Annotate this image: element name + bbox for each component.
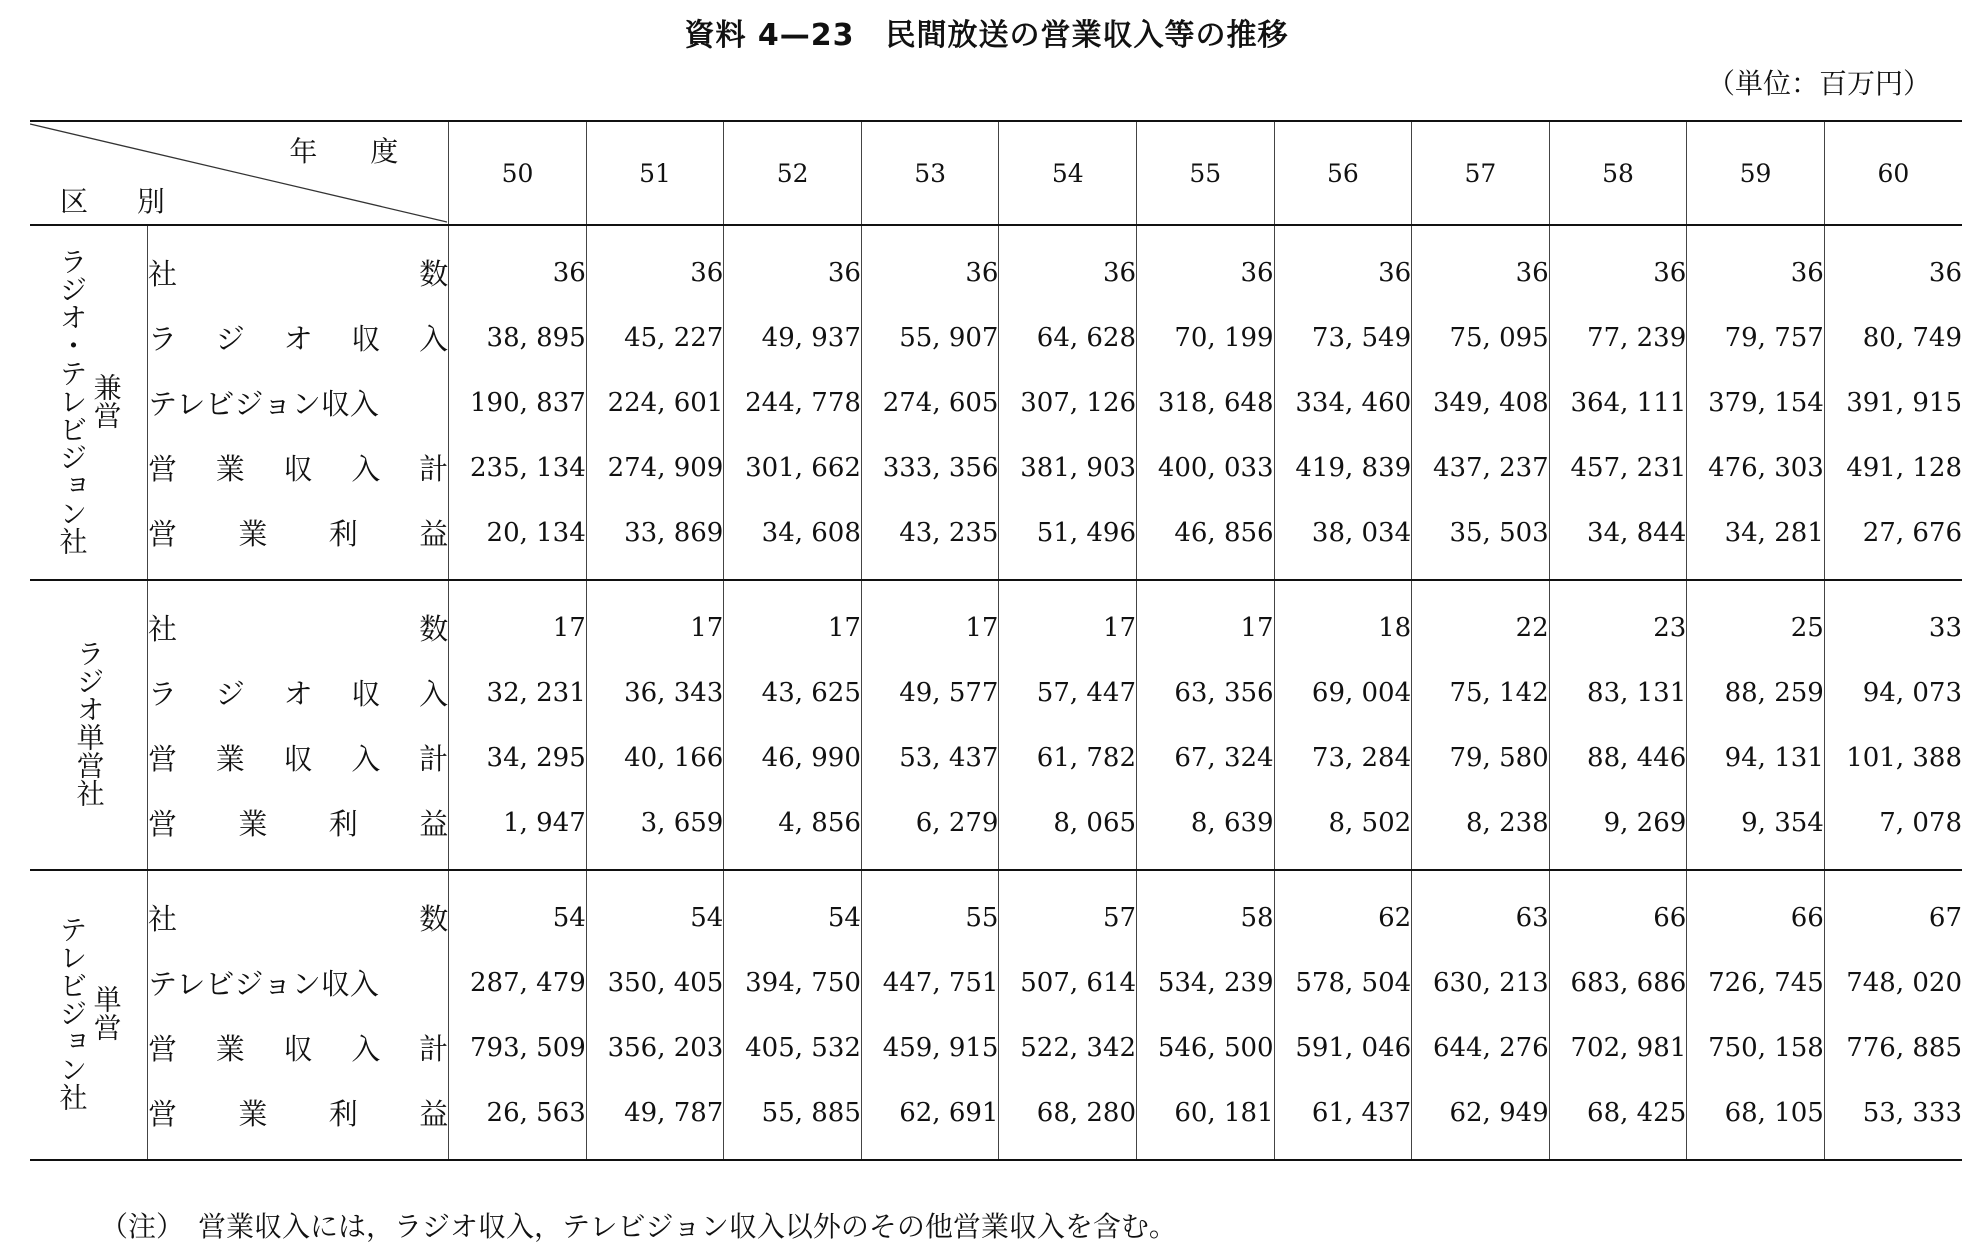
year-axis-label: 年 度 <box>289 135 421 168</box>
value-cell: 507, 614 <box>999 950 1137 1015</box>
value-cell: 36 <box>1549 225 1687 305</box>
value-cell: 36 <box>586 225 724 305</box>
value-cell: 64, 628 <box>999 305 1137 370</box>
value-cell: 274, 605 <box>861 370 999 435</box>
value-cell: 51, 496 <box>999 500 1137 580</box>
value-cell: 17 <box>724 580 862 660</box>
value-cell: 644, 276 <box>1412 1015 1550 1080</box>
value-cell: 793, 509 <box>449 1015 587 1080</box>
value-cell: 702, 981 <box>1549 1015 1687 1080</box>
value-cell: 419, 839 <box>1274 435 1412 500</box>
table-row <box>30 435 1962 500</box>
value-cell: 394, 750 <box>724 950 862 1015</box>
value-cell: 36 <box>1824 225 1962 305</box>
value-cell: 88, 446 <box>1549 725 1687 790</box>
value-cell: 67 <box>1824 870 1962 950</box>
value-cell: 49, 937 <box>724 305 862 370</box>
value-cell: 190, 837 <box>449 370 587 435</box>
value-cell: 18 <box>1274 580 1412 660</box>
value-cell: 224, 601 <box>586 370 724 435</box>
value-cell: 1, 947 <box>449 790 587 870</box>
value-cell: 40, 166 <box>586 725 724 790</box>
value-cell: 36 <box>1137 225 1275 305</box>
value-cell: 53, 437 <box>861 725 999 790</box>
value-cell: 77, 239 <box>1549 305 1687 370</box>
value-cell: 591, 046 <box>1274 1015 1412 1080</box>
value-cell: 349, 408 <box>1412 370 1550 435</box>
value-cell: 38, 034 <box>1274 500 1412 580</box>
table-row <box>30 225 1962 305</box>
value-cell: 8, 065 <box>999 790 1137 870</box>
category-axis-label: 区 別 <box>60 185 185 218</box>
row-label: ラ ジ オ 収 入 <box>147 322 449 356</box>
value-cell: 457, 231 <box>1549 435 1687 500</box>
value-cell: 9, 269 <box>1549 790 1687 870</box>
row-label: 営 業 利 益 <box>147 1097 449 1131</box>
row-label: テレビジョン収入 <box>147 967 379 1001</box>
group-label-cell <box>30 580 147 870</box>
value-cell: 307, 126 <box>999 370 1137 435</box>
year-header-cell: 50 <box>449 121 587 225</box>
value-cell: 75, 095 <box>1412 305 1550 370</box>
value-cell: 27, 676 <box>1824 500 1962 580</box>
value-cell: 34, 281 <box>1687 500 1825 580</box>
value-cell: 54 <box>586 870 724 950</box>
value-cell: 8, 502 <box>1274 790 1412 870</box>
value-cell: 62, 949 <box>1412 1080 1550 1160</box>
value-cell: 36, 343 <box>586 660 724 725</box>
value-cell: 43, 625 <box>724 660 862 725</box>
row-label: 社 数 <box>147 902 449 936</box>
value-cell: 437, 237 <box>1412 435 1550 500</box>
row-label-cell <box>147 370 448 435</box>
value-cell: 405, 532 <box>724 1015 862 1080</box>
table-row <box>30 790 1962 870</box>
page-title: 資料 4—23 民間放送の営業収入等の推移 <box>684 18 1289 53</box>
row-label-cell <box>147 305 448 370</box>
value-cell: 36 <box>724 225 862 305</box>
value-cell: 67, 324 <box>1137 725 1275 790</box>
value-cell: 57 <box>999 870 1137 950</box>
value-cell: 750, 158 <box>1687 1015 1825 1080</box>
row-label-cell <box>147 225 448 305</box>
year-header-cell: 51 <box>586 121 724 225</box>
value-cell: 75, 142 <box>1412 660 1550 725</box>
value-cell: 83, 131 <box>1549 660 1687 725</box>
group-label: 単営 <box>89 985 123 1041</box>
value-cell: 350, 405 <box>586 950 724 1015</box>
value-cell: 66 <box>1687 870 1825 950</box>
value-cell: 34, 608 <box>724 500 862 580</box>
row-label-cell <box>147 950 448 1015</box>
year-header-cell: 57 <box>1412 121 1550 225</box>
data-table <box>30 120 1962 1161</box>
value-cell: 88, 259 <box>1687 660 1825 725</box>
row-label: 営 業 収 入 計 <box>147 452 449 486</box>
value-cell: 80, 749 <box>1824 305 1962 370</box>
row-label: 社 数 <box>147 612 449 646</box>
value-cell: 32, 231 <box>449 660 587 725</box>
value-cell: 73, 284 <box>1274 725 1412 790</box>
table-row <box>30 580 1962 660</box>
year-header-cell: 58 <box>1549 121 1687 225</box>
value-cell: 23 <box>1549 580 1687 660</box>
value-cell: 69, 004 <box>1274 660 1412 725</box>
value-cell: 25 <box>1687 580 1825 660</box>
group-label-cell <box>30 225 147 580</box>
value-cell: 68, 280 <box>999 1080 1137 1160</box>
year-header-cell: 55 <box>1137 121 1275 225</box>
value-cell: 235, 134 <box>449 435 587 500</box>
value-cell: 46, 990 <box>724 725 862 790</box>
value-cell: 38, 895 <box>449 305 587 370</box>
value-cell: 578, 504 <box>1274 950 1412 1015</box>
group-label: ラジオ単営社 <box>72 639 106 807</box>
row-label-cell <box>147 1015 448 1080</box>
value-cell: 381, 903 <box>999 435 1137 500</box>
row-label-cell <box>147 500 448 580</box>
year-header-cell: 54 <box>999 121 1137 225</box>
row-label-cell <box>147 1080 448 1160</box>
header-row <box>30 121 1962 225</box>
value-cell: 55, 907 <box>861 305 999 370</box>
value-cell: 8, 238 <box>1412 790 1550 870</box>
value-cell: 522, 342 <box>999 1015 1137 1080</box>
year-header-cell: 56 <box>1274 121 1412 225</box>
group-label-cell <box>30 870 147 1160</box>
year-header-cell: 53 <box>861 121 999 225</box>
row-label-cell <box>147 580 448 660</box>
value-cell: 534, 239 <box>1137 950 1275 1015</box>
value-cell: 54 <box>449 870 587 950</box>
year-header-cell: 60 <box>1824 121 1962 225</box>
value-cell: 63 <box>1412 870 1550 950</box>
value-cell: 364, 111 <box>1549 370 1687 435</box>
value-cell: 54 <box>724 870 862 950</box>
value-cell: 20, 134 <box>449 500 587 580</box>
value-cell: 36 <box>861 225 999 305</box>
value-cell: 17 <box>449 580 587 660</box>
value-cell: 36 <box>1274 225 1412 305</box>
value-cell: 49, 787 <box>586 1080 724 1160</box>
corner-header-cell <box>30 121 449 225</box>
value-cell: 334, 460 <box>1274 370 1412 435</box>
row-label: 社 数 <box>147 257 449 291</box>
table-row <box>30 870 1962 950</box>
value-cell: 6, 279 <box>861 790 999 870</box>
value-cell: 379, 154 <box>1687 370 1825 435</box>
unit-label: （単位：百万円） <box>1706 67 1931 100</box>
value-cell: 459, 915 <box>861 1015 999 1080</box>
value-cell: 491, 128 <box>1824 435 1962 500</box>
value-cell: 244, 778 <box>724 370 862 435</box>
value-cell: 68, 105 <box>1687 1080 1825 1160</box>
value-cell: 63, 356 <box>1137 660 1275 725</box>
year-header-cell: 59 <box>1687 121 1825 225</box>
value-cell: 301, 662 <box>724 435 862 500</box>
value-cell: 46, 856 <box>1137 500 1275 580</box>
table-row <box>30 660 1962 725</box>
row-label: ラ ジ オ 収 入 <box>147 677 449 711</box>
row-label-cell <box>147 790 448 870</box>
value-cell: 4, 856 <box>724 790 862 870</box>
value-cell: 36 <box>1412 225 1550 305</box>
value-cell: 17 <box>999 580 1137 660</box>
value-cell: 58 <box>1137 870 1275 950</box>
row-label: 営 業 利 益 <box>147 807 449 841</box>
value-cell: 17 <box>586 580 724 660</box>
value-cell: 274, 909 <box>586 435 724 500</box>
value-cell: 33 <box>1824 580 1962 660</box>
value-cell: 546, 500 <box>1137 1015 1275 1080</box>
value-cell: 726, 745 <box>1687 950 1825 1015</box>
row-label-cell <box>147 725 448 790</box>
value-cell: 26, 563 <box>449 1080 587 1160</box>
value-cell: 36 <box>999 225 1137 305</box>
value-cell: 7, 078 <box>1824 790 1962 870</box>
value-cell: 287, 479 <box>449 950 587 1015</box>
value-cell: 79, 580 <box>1412 725 1550 790</box>
row-label: 営 業 利 益 <box>147 517 449 551</box>
group-label: テレビジョン社 <box>55 915 89 1111</box>
value-cell: 17 <box>861 580 999 660</box>
value-cell: 630, 213 <box>1412 950 1550 1015</box>
value-cell: 683, 686 <box>1549 950 1687 1015</box>
value-cell: 400, 033 <box>1137 435 1275 500</box>
group-label: 兼営 <box>89 372 123 429</box>
table-row <box>30 725 1962 790</box>
year-header-cell: 52 <box>724 121 862 225</box>
value-cell: 49, 577 <box>861 660 999 725</box>
value-cell: 36 <box>449 225 587 305</box>
row-label-cell <box>147 870 448 950</box>
value-cell: 61, 782 <box>999 725 1137 790</box>
value-cell: 73, 549 <box>1274 305 1412 370</box>
value-cell: 8, 639 <box>1137 790 1275 870</box>
row-label: テレビジョン収入 <box>147 387 379 421</box>
value-cell: 60, 181 <box>1137 1080 1275 1160</box>
value-cell: 68, 425 <box>1549 1080 1687 1160</box>
value-cell: 356, 203 <box>586 1015 724 1080</box>
value-cell: 476, 303 <box>1687 435 1825 500</box>
value-cell: 33, 869 <box>586 500 724 580</box>
row-label-cell <box>147 660 448 725</box>
value-cell: 3, 659 <box>586 790 724 870</box>
footnote: （注） 営業収入には，ラジオ収入，テレビジョン収入以外のその他営業収入を含む。 <box>100 1210 1177 1243</box>
group-label: ラジオ・テレビジョン社 <box>55 246 89 555</box>
value-cell: 55 <box>861 870 999 950</box>
value-cell: 22 <box>1412 580 1550 660</box>
value-cell: 391, 915 <box>1824 370 1962 435</box>
value-cell: 62 <box>1274 870 1412 950</box>
value-cell: 447, 751 <box>861 950 999 1015</box>
value-cell: 43, 235 <box>861 500 999 580</box>
value-cell: 748, 020 <box>1824 950 1962 1015</box>
value-cell: 61, 437 <box>1274 1080 1412 1160</box>
value-cell: 17 <box>1137 580 1275 660</box>
value-cell: 94, 073 <box>1824 660 1962 725</box>
value-cell: 34, 844 <box>1549 500 1687 580</box>
value-cell: 36 <box>1687 225 1825 305</box>
value-cell: 776, 885 <box>1824 1015 1962 1080</box>
table-row <box>30 305 1962 370</box>
value-cell: 53, 333 <box>1824 1080 1962 1160</box>
value-cell: 66 <box>1549 870 1687 950</box>
value-cell: 57, 447 <box>999 660 1137 725</box>
value-cell: 45, 227 <box>586 305 724 370</box>
value-cell: 333, 356 <box>861 435 999 500</box>
table-row <box>30 950 1962 1015</box>
row-label: 営 業 収 入 計 <box>147 1032 449 1066</box>
value-cell: 35, 503 <box>1412 500 1550 580</box>
value-cell: 55, 885 <box>724 1080 862 1160</box>
value-cell: 79, 757 <box>1687 305 1825 370</box>
value-cell: 62, 691 <box>861 1080 999 1160</box>
value-cell: 34, 295 <box>449 725 587 790</box>
value-cell: 94, 131 <box>1687 725 1825 790</box>
value-cell: 70, 199 <box>1137 305 1275 370</box>
value-cell: 101, 388 <box>1824 725 1962 790</box>
table-row <box>30 1015 1962 1080</box>
table-row <box>30 370 1962 435</box>
value-cell: 318, 648 <box>1137 370 1275 435</box>
table-row <box>30 1080 1962 1160</box>
table-row <box>30 500 1962 580</box>
row-label: 営 業 収 入 計 <box>147 742 449 776</box>
row-label-cell <box>147 435 448 500</box>
value-cell: 9, 354 <box>1687 790 1825 870</box>
